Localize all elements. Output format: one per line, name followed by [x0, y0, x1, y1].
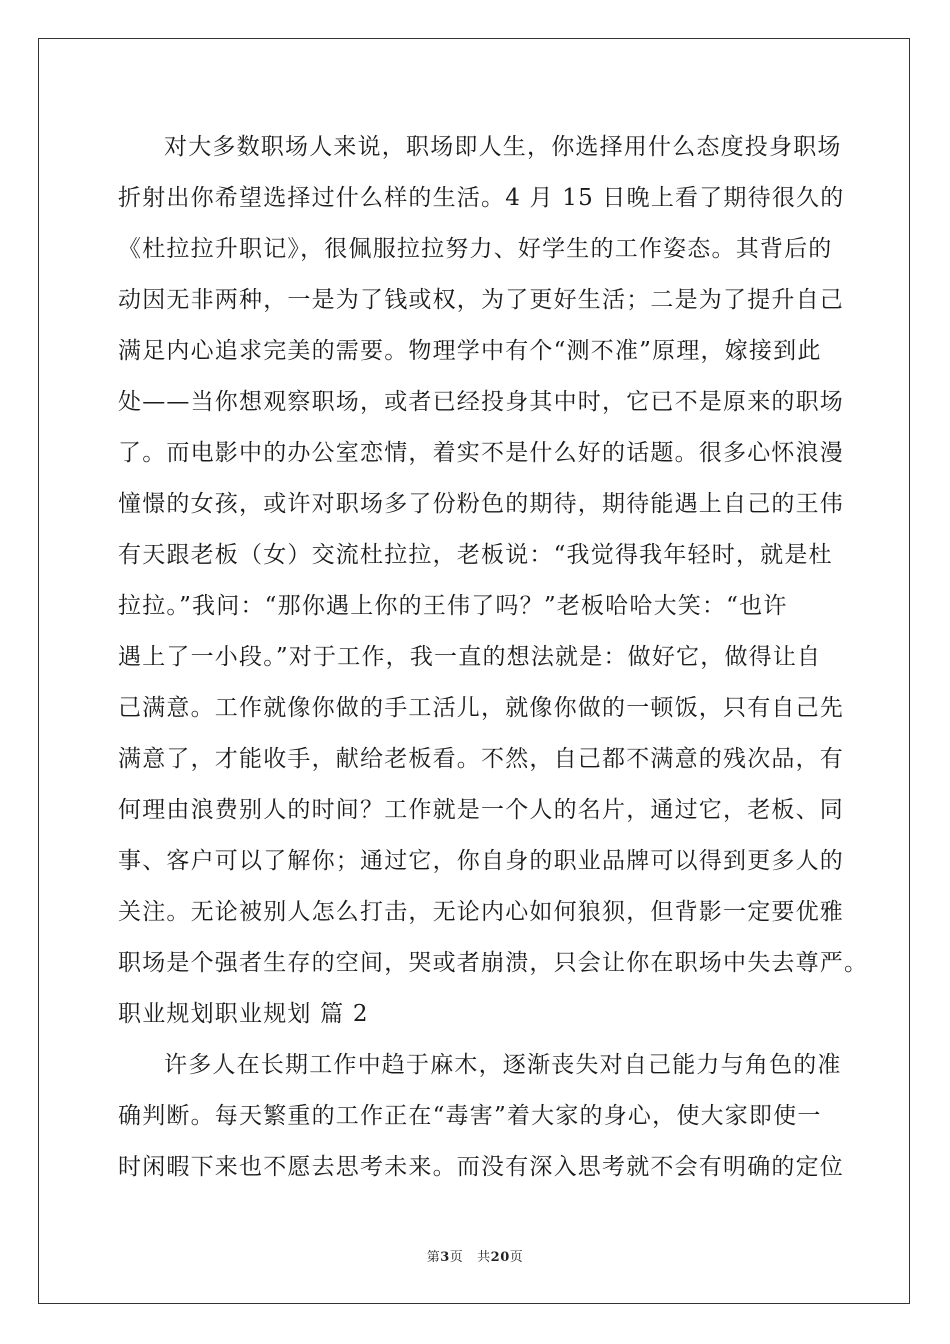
footer-middle: 页 共 [449, 1250, 491, 1265]
footer-suffix: 页 [509, 1250, 524, 1265]
paragraph-1 [118, 122, 869, 989]
paragraph-2 [118, 1040, 844, 1193]
footer-prefix: 第 [426, 1250, 441, 1265]
text-line: 了。而电影中的办公室恋情，着实不是什么好的话题。很多心怀浪漫 [118, 440, 844, 466]
text-line: 《杜拉拉升职记》，很佩服拉拉努力、好学生的工作姿态。其背后的 [118, 236, 833, 262]
section-heading: 职业规划职业规划 篇 2 [118, 1001, 369, 1027]
text-line: 确判断。每天繁重的工作正在“毒害”着大家的身心，使大家即使一 [118, 1103, 822, 1129]
text-line: 时闲暇下来也不愿去思考未来。而没有深入思考就不会有明确的定位 [118, 1154, 844, 1180]
text-line: 折射出你希望选择过什么样的生活。4 月 15 日晚上看了期待很久的 [118, 185, 845, 211]
total-pages-number: 20 [490, 1250, 510, 1265]
text-line: 事、客户可以了解你；通过它，你自身的职业品牌可以得到更多人的 [118, 848, 844, 874]
text-line: 动因无非两种，一是为了钱或权，为了更好生活；二是为了提升自己 [118, 287, 844, 313]
current-page-number: 3 [440, 1250, 450, 1265]
text-line: 何理由浪费别人的时间？工作就是一个人的名片，通过它，老板、同 [118, 797, 844, 823]
text-line: 满意了，才能收手，献给老板看。不然，自己都不满意的残次品，有 [118, 746, 844, 772]
text-line: 遇上了一小段。”对于工作，我一直的想法就是：做好它，做得让自 [118, 644, 822, 670]
text-line: 关注。无论被别人怎么打击，无论内心如何狼狈，但背影一定要优雅 [118, 899, 844, 925]
text-line: 有天跟老板（女）交流杜拉拉，老板说：“我觉得我年轻时，就是杜 [118, 542, 833, 568]
text-line: 处——当你想观察职场，或者已经投身其中时，它已不是原来的职场 [118, 389, 844, 415]
document-body [118, 122, 869, 1193]
text-line: 满足内心追求完美的需要。物理学中有个“测不准”原理，嫁接到此 [118, 338, 822, 364]
text-line: 职场是个强者生存的空间，哭或者崩溃，只会让你在职场中失去尊严。 [118, 950, 869, 976]
text-line: 对大多数职场人来说，职场即人生，你选择用什么态度投身职场 [164, 134, 842, 160]
text-line: 许多人在长期工作中趋于麻木，逐渐丧失对自己能力与角色的准 [164, 1052, 842, 1078]
text-line: 拉拉。”我问：“那你遇上你的王伟了吗？”老板哈哈大笑：“也许 [118, 593, 788, 619]
text-line: 己满意。工作就像你做的手工活儿，就像你做的一顿饭，只有自己先 [118, 695, 844, 721]
text-line: 憧憬的女孩，或许对职场多了份粉色的期待，期待能遇上自己的王伟 [118, 491, 844, 517]
page-footer [0, 1246, 950, 1265]
